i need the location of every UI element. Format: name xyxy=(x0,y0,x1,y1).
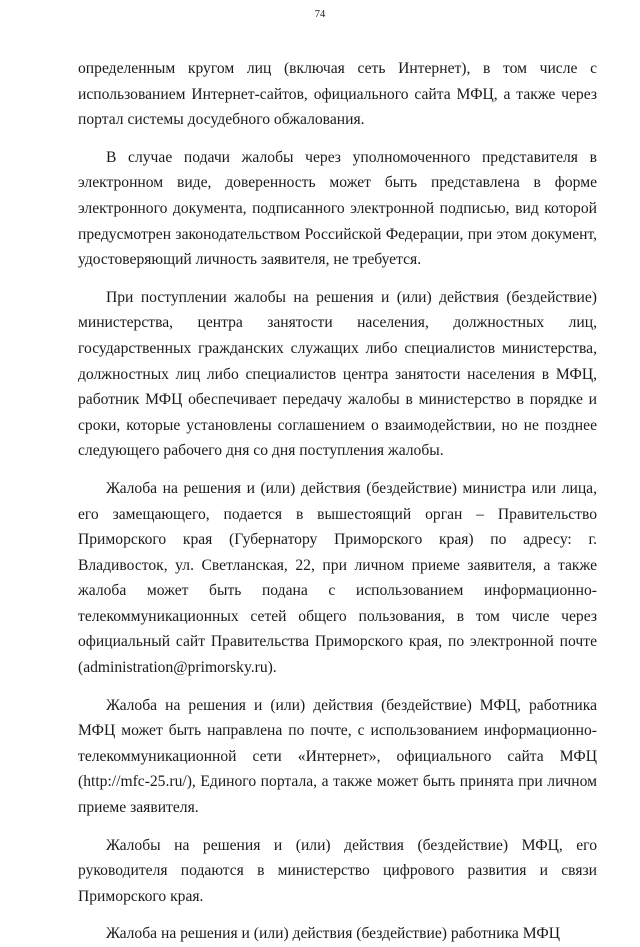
paragraph-representative-complaint: В случае подачи жалобы через уполномоченного представителя в электронном виде, доверенность может быть представлена в форме электронного документа, подписанного электронной подписью, вид которой предусмотрен законодательством Российской Федерации, при этом документ, удостоверяющий личность заявителя, не требуется. xyxy=(78,148,597,269)
paragraph-mfc-worker-complaint: Жалоба на решения и (или) действия (бездействие) работника МФЦ xyxy=(106,925,560,943)
paragraph-mfc-head-complaint: Жалобы на решения и (или) действия (бездействие) МФЦ, его руководителя подаются в министерство цифрового развития и связи Приморского края. xyxy=(78,836,597,905)
paragraph-continuation: определенным кругом лиц (включая сеть Интернет), в том числе с использованием Интернет-сайтов, официального сайта МФЦ, а также через портал системы досудебного обжалования. xyxy=(78,60,597,129)
page-text xyxy=(78,56,597,947)
page-number: 74 xyxy=(314,9,326,20)
paragraph-mfc-complaint: Жалоба на решения и (или) действия (бездействие) МФЦ, работника МФЦ может быть направлена по почте, с использованием информационно-телекоммуникационной сети «Интернет», официального сайта МФЦ (http://mfc-25.ru/), Единого портала, а также может быть принята при личном приеме заявителя. xyxy=(78,696,597,817)
paragraph-minister-complaint: Жалоба на решения и (или) действия (бездействие) министра или лица, его замещающего, подается в вышестоящий орган – Правительство Приморского края (Губернатору Приморского края) по адресу: г. Владивосток, ул. Светланская, 22, при личном приеме заявителя, а также жалоба может быть подана с использованием информационно-телекоммуникационных сетей общего пользования, в том числе через официальный сайт Правительства Приморского края, по электронной почте (administration@primorsky.ru). xyxy=(78,479,597,677)
paragraph-complaint-transfer: При поступлении жалобы на решения и (или) действия (бездействие) министерства, центра занятости населения, должностных лиц, государственных гражданских служащих либо специалистов министерства, должностных лиц либо специалистов центра занятости населения в МФЦ, работник МФЦ обеспечивает передачу жалобы в министерство в порядке и сроки, которые установлены соглашением о взаимодействии, но не позднее следующего рабочего дня со дня поступления жалобы. xyxy=(78,288,597,460)
